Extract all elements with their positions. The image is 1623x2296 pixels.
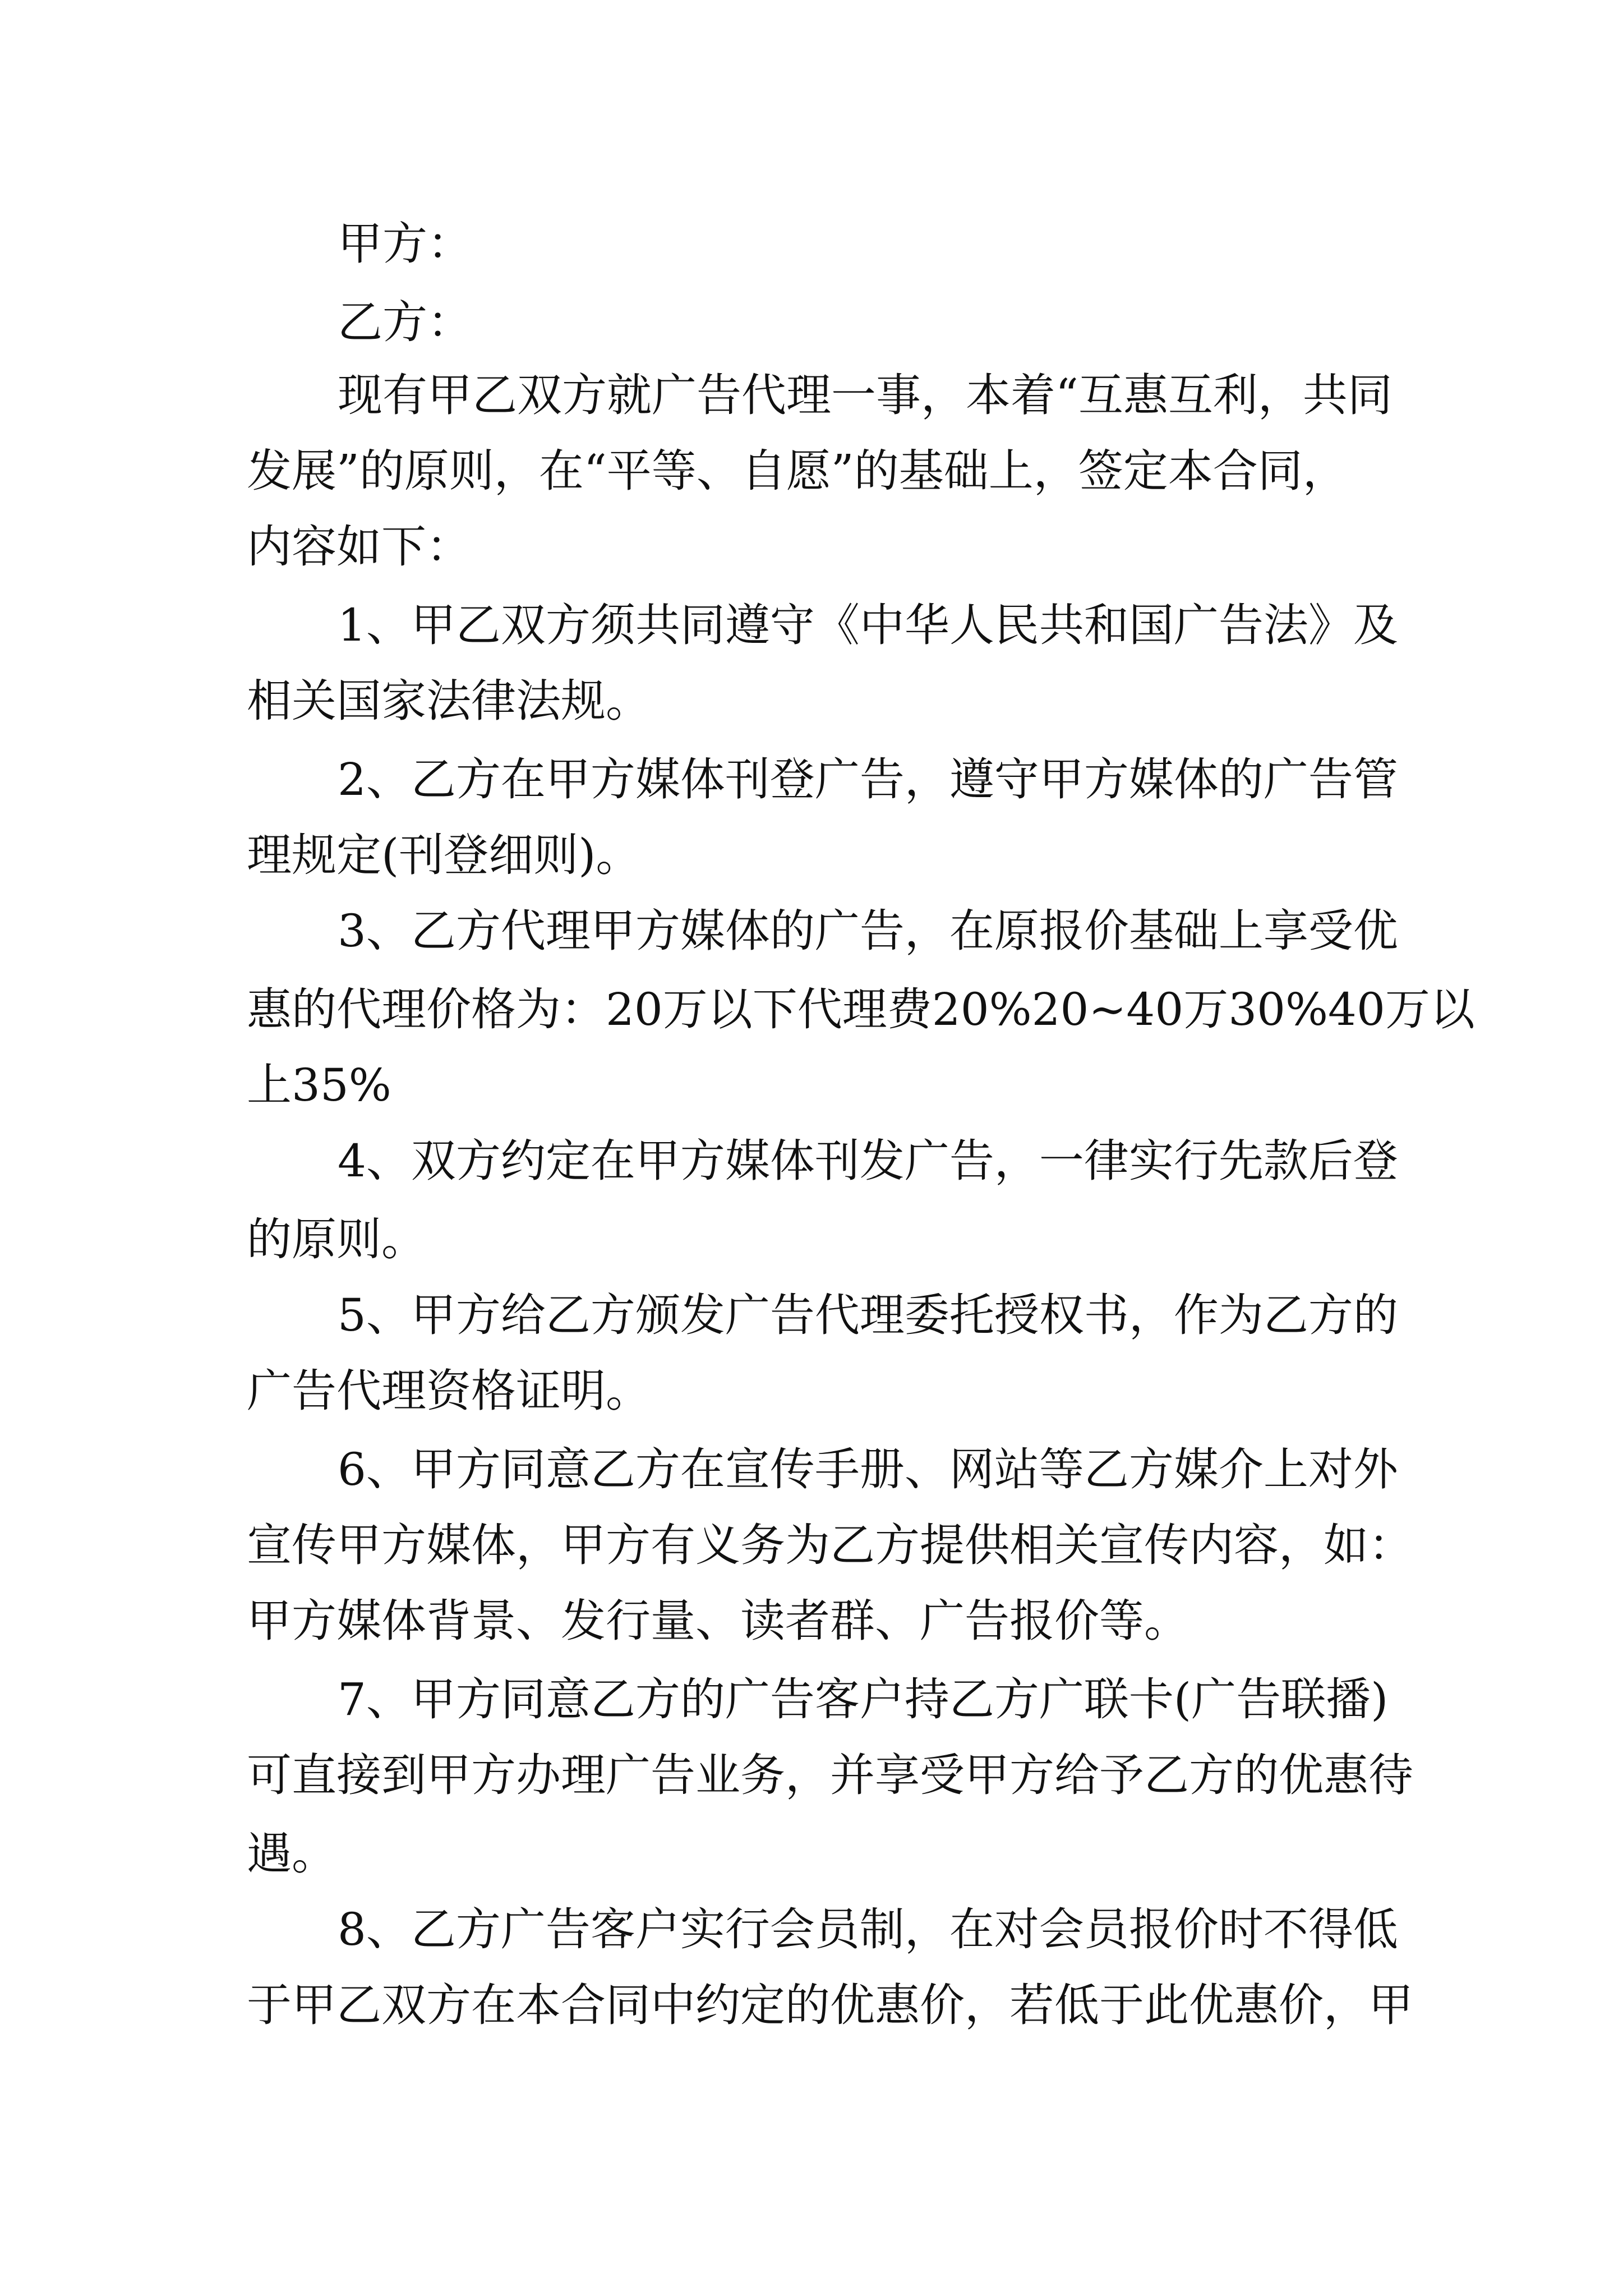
- clause-8-line-1: 8、乙方广告客户实行会员制，在对会员报价时不得低: [338, 1903, 1398, 1955]
- clause-3-line-2: 惠的代理价格为：20万以下代理费20%20~40万30%40万以: [247, 983, 1475, 1036]
- intro-line-1: 现有甲乙双方就广告代理一事，本着“互惠互利，共同: [338, 369, 1393, 421]
- clause-3-line-1: 3、乙方代理甲方媒体的广告，在原报价基础上享受优: [338, 905, 1398, 957]
- clause-6-line-3: 甲方媒体背景、发行量、读者群、广告报价等。: [247, 1595, 1189, 1647]
- clause-6-line-1: 6、甲方同意乙方在宣传手册、网站等乙方媒介上对外: [338, 1443, 1398, 1496]
- party-b-label: 乙方：: [338, 296, 472, 348]
- clause-7-line-2: 可直接到甲方办理广告业务，并享受甲方给予乙方的优惠待: [247, 1749, 1413, 1801]
- clause-8-line-2: 于甲乙双方在本合同中约定的优惠价，若低于此优惠价，甲: [247, 1979, 1413, 2031]
- clause-5-line-1: 5、甲方给乙方颁发广告代理委托授权书，作为乙方的: [338, 1289, 1398, 1341]
- clause-4-line-2: 的原则。: [247, 1213, 426, 1266]
- clause-7-line-1: 7、甲方同意乙方的广告客户持乙方广联卡(广告联播): [338, 1673, 1389, 1726]
- intro-line-3: 内容如下：: [247, 521, 471, 573]
- clause-3-line-3: 上35%: [247, 1059, 391, 1111]
- intro-line-2: 发展”的原则，在“平等、自愿”的基础上，签定本合同，: [247, 445, 1348, 497]
- clause-5-line-2: 广告代理资格证明。: [247, 1365, 651, 1417]
- clause-4-line-1: 4、双方约定在甲方媒体刊发广告，一律实行先款后登: [338, 1135, 1398, 1187]
- clause-2-line-1: 2、乙方在甲方媒体刊登广告，遵守甲方媒体的广告管: [338, 753, 1398, 806]
- clause-7-line-3: 遇。: [247, 1828, 336, 1880]
- clause-2-line-2: 理规定(刊登细则)。: [247, 829, 641, 881]
- clause-6-line-2: 宣传甲方媒体，甲方有义务为乙方提供相关宣传内容，如：: [247, 1519, 1413, 1571]
- party-a-label: 甲方：: [338, 218, 472, 270]
- clause-1-line-1: 1、甲乙双方须共同遵守《中华人民共和国广告法》及: [338, 599, 1398, 651]
- clause-1-line-2: 相关国家法律法规。: [247, 675, 651, 727]
